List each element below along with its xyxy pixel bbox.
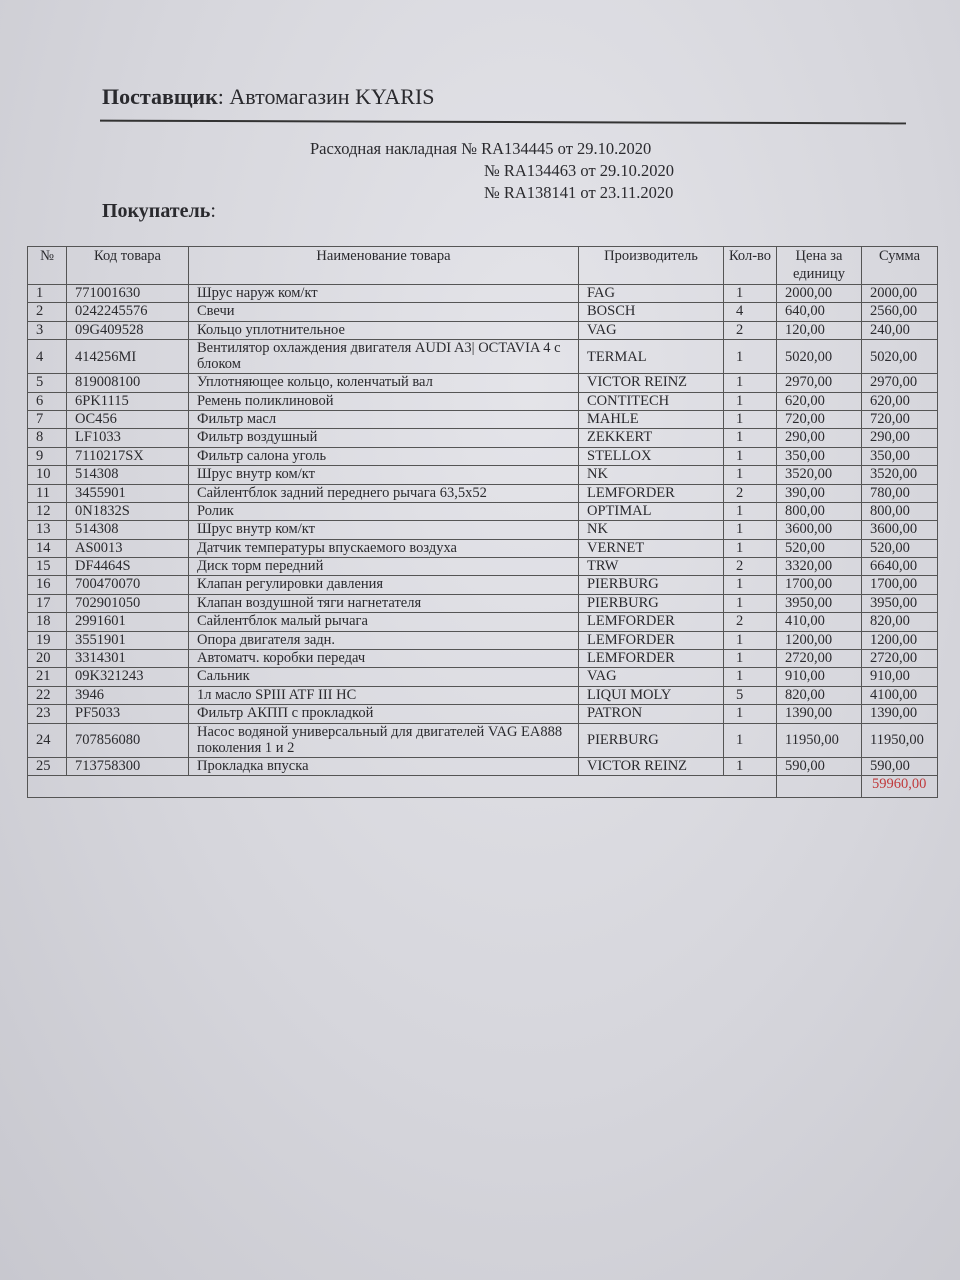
- row-name: Вентилятор охлаждения двигателя AUDI A3| OCTAVIA 4 с блоком: [189, 340, 579, 374]
- header-qty: Кол-во: [724, 247, 777, 285]
- row-price: 1700,00: [777, 576, 862, 594]
- row-code: 6PK1115: [67, 392, 189, 410]
- buyer-sep: :: [210, 200, 216, 222]
- header-rule: [100, 120, 906, 125]
- row-maker: BOSCH: [579, 303, 724, 321]
- row-qty: 1: [724, 668, 777, 686]
- row-qty: 1: [724, 340, 777, 374]
- row-name: Кольцо уплотнительное: [189, 321, 579, 339]
- row-number: 6: [28, 392, 67, 410]
- row-qty: 1: [724, 631, 777, 649]
- row-qty: 2: [724, 484, 777, 502]
- table-body: [28, 285, 938, 776]
- table-row: [28, 558, 938, 576]
- row-code: 3551901: [67, 631, 189, 649]
- row-number: 1: [28, 285, 67, 303]
- supplier-sep: :: [217, 84, 224, 109]
- row-qty: 1: [724, 757, 777, 775]
- row-code: 702901050: [67, 594, 189, 612]
- row-code: PF5033: [67, 705, 189, 723]
- row-name: Опора двигателя задн.: [189, 631, 579, 649]
- header-price: Цена за единицу: [777, 247, 862, 285]
- row-price: 3950,00: [777, 594, 862, 612]
- row-code: 707856080: [67, 723, 189, 757]
- row-maker: LIQUI MOLY: [579, 686, 724, 704]
- total-spacer-price: [777, 775, 862, 797]
- row-number: 23: [28, 705, 67, 723]
- row-price: 350,00: [777, 447, 862, 465]
- row-sum: 3520,00: [862, 466, 938, 484]
- header-sum: Сумма: [862, 247, 938, 285]
- row-number: 19: [28, 631, 67, 649]
- row-name: Клапан регулировки давления: [189, 576, 579, 594]
- table-row: [28, 392, 938, 410]
- row-code: 514308: [67, 466, 189, 484]
- row-number: 2: [28, 303, 67, 321]
- row-code: 713758300: [67, 757, 189, 775]
- row-number: 24: [28, 723, 67, 757]
- row-sum: 350,00: [862, 447, 938, 465]
- row-qty: 1: [724, 705, 777, 723]
- row-name: 1л масло SPIII ATF III HC: [189, 686, 579, 704]
- row-name: Диск торм передний: [189, 558, 579, 576]
- row-name: Шрус внутр ком/кт: [189, 521, 579, 539]
- table-row: [28, 303, 938, 321]
- row-maker: PATRON: [579, 705, 724, 723]
- table-row: [28, 429, 938, 447]
- row-sum: 3950,00: [862, 594, 938, 612]
- row-sum: 780,00: [862, 484, 938, 502]
- row-code: 0242245576: [67, 303, 189, 321]
- row-sum: 5020,00: [862, 340, 938, 374]
- row-sum: 2720,00: [862, 650, 938, 668]
- invoice-line-3: № RA138141 от 23.11.2020: [484, 183, 674, 202]
- row-price: 290,00: [777, 429, 862, 447]
- row-sum: 3600,00: [862, 521, 938, 539]
- row-price: 720,00: [777, 410, 862, 428]
- row-sum: 1390,00: [862, 705, 938, 723]
- table-row: [28, 374, 938, 392]
- row-qty: 1: [724, 410, 777, 428]
- row-price: 3520,00: [777, 466, 862, 484]
- row-code: 3455901: [67, 484, 189, 502]
- goods-table: [27, 246, 938, 798]
- row-qty: 1: [724, 392, 777, 410]
- row-maker: LEMFORDER: [579, 484, 724, 502]
- row-name: Фильтр воздушный: [189, 429, 579, 447]
- table-row: [28, 321, 938, 339]
- row-number: 3: [28, 321, 67, 339]
- row-maker: PIERBURG: [579, 723, 724, 757]
- row-number: 11: [28, 484, 67, 502]
- row-price: 120,00: [777, 321, 862, 339]
- row-maker: TRW: [579, 558, 724, 576]
- row-sum: 1700,00: [862, 576, 938, 594]
- invoice-line-2: № RA134463 от 29.10.2020: [484, 161, 675, 180]
- table-row: [28, 285, 938, 303]
- row-maker: TERMAL: [579, 340, 724, 374]
- row-maker: VERNET: [579, 539, 724, 557]
- row-name: Прокладка впуска: [189, 757, 579, 775]
- row-number: 10: [28, 466, 67, 484]
- supplier-name: Автомагазин KYARIS: [223, 84, 435, 109]
- table-row: [28, 705, 938, 723]
- row-qty: 5: [724, 686, 777, 704]
- row-price: 390,00: [777, 484, 862, 502]
- row-name: Фильтр масл: [189, 410, 579, 428]
- row-name: Клапан воздушной тяги нагнетателя: [189, 594, 579, 612]
- row-number: 18: [28, 613, 67, 631]
- row-sum: 240,00: [862, 321, 938, 339]
- row-name: Ролик: [189, 502, 579, 520]
- row-maker: VICTOR REINZ: [579, 374, 724, 392]
- row-price: 910,00: [777, 668, 862, 686]
- row-name: Фильтр салона уголь: [189, 447, 579, 465]
- row-number: 8: [28, 429, 67, 447]
- row-name: Насос водяной универсальный для двигателей VAG EA888 поколения 1 и 2: [189, 723, 579, 757]
- row-code: 514308: [67, 521, 189, 539]
- row-qty: 1: [724, 594, 777, 612]
- table-row: [28, 757, 938, 775]
- row-maker: CONTITECH: [579, 392, 724, 410]
- row-price: 2970,00: [777, 374, 862, 392]
- row-code: 09K321243: [67, 668, 189, 686]
- row-qty: 1: [724, 723, 777, 757]
- row-number: 13: [28, 521, 67, 539]
- row-qty: 1: [724, 429, 777, 447]
- row-name: Сайлентблок малый рычага: [189, 613, 579, 631]
- row-qty: 1: [724, 576, 777, 594]
- row-sum: 2560,00: [862, 303, 938, 321]
- supplier-label: Поставщик: [102, 84, 218, 109]
- header-name: Наименование товара: [189, 247, 579, 285]
- table-row: [28, 502, 938, 520]
- table-row: [28, 650, 938, 668]
- row-price: 800,00: [777, 502, 862, 520]
- row-price: 520,00: [777, 539, 862, 557]
- table-row: [28, 447, 938, 465]
- table-row: [28, 539, 938, 557]
- buyer-line: [102, 200, 216, 223]
- row-name: Сайлентблок задний переднего рычага 63,5x52: [189, 484, 579, 502]
- row-sum: 910,00: [862, 668, 938, 686]
- total-spacer: [28, 775, 777, 797]
- row-code: 819008100: [67, 374, 189, 392]
- row-number: 7: [28, 410, 67, 428]
- row-maker: STELLOX: [579, 447, 724, 465]
- row-code: 2991601: [67, 613, 189, 631]
- row-sum: 4100,00: [862, 686, 938, 704]
- row-qty: 1: [724, 502, 777, 520]
- total-sum: 59960,00: [862, 775, 938, 797]
- row-number: 16: [28, 576, 67, 594]
- row-number: 12: [28, 502, 67, 520]
- header-num: №: [28, 247, 67, 285]
- row-code: LF1033: [67, 429, 189, 447]
- row-maker: OPTIMAL: [579, 502, 724, 520]
- row-maker: VICTOR REINZ: [579, 757, 724, 775]
- row-code: 700470070: [67, 576, 189, 594]
- row-maker: VAG: [579, 321, 724, 339]
- row-sum: 2970,00: [862, 374, 938, 392]
- table-header-row: [28, 247, 938, 285]
- row-number: 5: [28, 374, 67, 392]
- row-sum: 2000,00: [862, 285, 938, 303]
- table-row: [28, 410, 938, 428]
- row-price: 2000,00: [777, 285, 862, 303]
- row-qty: 1: [724, 650, 777, 668]
- row-number: 14: [28, 539, 67, 557]
- table-row: [28, 484, 938, 502]
- row-qty: 2: [724, 321, 777, 339]
- row-sum: 820,00: [862, 613, 938, 631]
- total-row: [28, 775, 938, 797]
- row-maker: ZEKKERT: [579, 429, 724, 447]
- table-row: [28, 613, 938, 631]
- row-code: 3314301: [67, 650, 189, 668]
- row-price: 640,00: [777, 303, 862, 321]
- table-row: [28, 594, 938, 612]
- row-price: 590,00: [777, 757, 862, 775]
- row-name: Датчик температуры впускаемого воздуха: [189, 539, 579, 557]
- row-maker: PIERBURG: [579, 576, 724, 594]
- row-name: Ремень поликлиновой: [189, 392, 579, 410]
- row-qty: 1: [724, 374, 777, 392]
- row-sum: 1200,00: [862, 631, 938, 649]
- row-code: 0N1832S: [67, 502, 189, 520]
- row-sum: 520,00: [862, 539, 938, 557]
- row-price: 5020,00: [777, 340, 862, 374]
- row-number: 20: [28, 650, 67, 668]
- row-number: 9: [28, 447, 67, 465]
- row-maker: NK: [579, 466, 724, 484]
- row-maker: LEMFORDER: [579, 631, 724, 649]
- row-price: 3320,00: [777, 558, 862, 576]
- row-code: 771001630: [67, 285, 189, 303]
- row-code: 3946: [67, 686, 189, 704]
- row-sum: 11950,00: [862, 723, 938, 757]
- row-sum: 290,00: [862, 429, 938, 447]
- table-row: [28, 521, 938, 539]
- row-number: 17: [28, 594, 67, 612]
- row-sum: 6640,00: [862, 558, 938, 576]
- table-row: [28, 723, 938, 757]
- row-qty: 1: [724, 521, 777, 539]
- row-price: 3600,00: [777, 521, 862, 539]
- invoice-line-1: Расходная накладная № RA134445 от 29.10.2020: [310, 139, 652, 158]
- row-number: 22: [28, 686, 67, 704]
- row-maker: NK: [579, 521, 724, 539]
- row-name: Автоматч. коробки передач: [189, 650, 579, 668]
- row-name: Уплотняющее кольцо, коленчатый вал: [189, 374, 579, 392]
- table-row: [28, 686, 938, 704]
- table-row: [28, 668, 938, 686]
- row-maker: LEMFORDER: [579, 613, 724, 631]
- row-price: 820,00: [777, 686, 862, 704]
- row-qty: 1: [724, 285, 777, 303]
- supplier-line: [102, 84, 435, 110]
- row-number: 4: [28, 340, 67, 374]
- row-sum: 720,00: [862, 410, 938, 428]
- row-sum: 800,00: [862, 502, 938, 520]
- table-row: [28, 631, 938, 649]
- row-name: Шрус внутр ком/кт: [189, 466, 579, 484]
- row-number: 25: [28, 757, 67, 775]
- row-maker: MAHLE: [579, 410, 724, 428]
- row-code: 7110217SX: [67, 447, 189, 465]
- row-qty: 2: [724, 613, 777, 631]
- row-code: 414256MI: [67, 340, 189, 374]
- row-price: 1200,00: [777, 631, 862, 649]
- row-qty: 1: [724, 447, 777, 465]
- header-code: Код товара: [67, 247, 189, 285]
- table-row: [28, 576, 938, 594]
- row-maker: PIERBURG: [579, 594, 724, 612]
- row-sum: 590,00: [862, 757, 938, 775]
- row-name: Сальник: [189, 668, 579, 686]
- table-row: [28, 466, 938, 484]
- row-sum: 620,00: [862, 392, 938, 410]
- row-code: AS0013: [67, 539, 189, 557]
- row-maker: FAG: [579, 285, 724, 303]
- row-qty: 4: [724, 303, 777, 321]
- row-price: 11950,00: [777, 723, 862, 757]
- row-qty: 1: [724, 539, 777, 557]
- row-price: 1390,00: [777, 705, 862, 723]
- row-number: 21: [28, 668, 67, 686]
- buyer-label: Покупатель: [102, 200, 211, 222]
- row-name: Свечи: [189, 303, 579, 321]
- header-maker: Производитель: [579, 247, 724, 285]
- row-code: OC456: [67, 410, 189, 428]
- row-price: 410,00: [777, 613, 862, 631]
- row-qty: 1: [724, 466, 777, 484]
- row-maker: LEMFORDER: [579, 650, 724, 668]
- table-row: [28, 340, 938, 374]
- row-code: DF4464S: [67, 558, 189, 576]
- row-qty: 2: [724, 558, 777, 576]
- row-number: 15: [28, 558, 67, 576]
- row-maker: VAG: [579, 668, 724, 686]
- row-price: 2720,00: [777, 650, 862, 668]
- row-name: Шрус наруж ком/кт: [189, 285, 579, 303]
- row-code: 09G409528: [67, 321, 189, 339]
- row-price: 620,00: [777, 392, 862, 410]
- row-name: Фильтр АКПП с прокладкой: [189, 705, 579, 723]
